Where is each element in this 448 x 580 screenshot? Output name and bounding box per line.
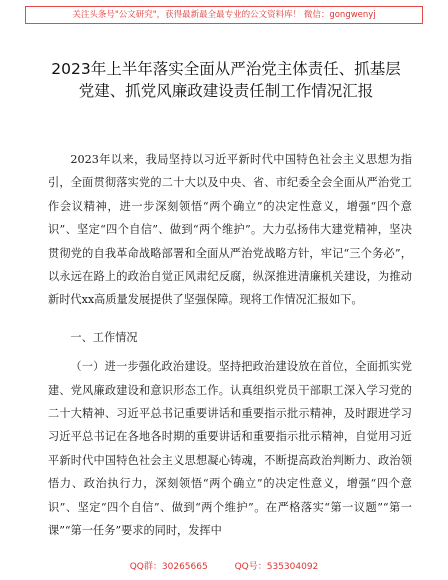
header-banner: 关注头条号"公文研究"，获得最新最全最专业的公文资料库！ 微信：gongwenyj — [25, 6, 423, 24]
intro-paragraph: 2023年以来，我局坚持以习近平新时代中国特色社会主义思想为指引，全面贯彻落实党的二十大以及中央、省、市纪委全会全面从严治党工作会议精神，进一步深刻领悟“两个确立”的决定性意义，增强“四个意识”、坚定“四个自信”、做到“两个维护”。大力弘扬伟大建党精神，坚决贯彻党的自我革命战略部署和全面从严治党战略方针，牢记“三个务必”，以永远在路上的政治自觉正风肃纪反腐，纵深推进清廉机关建设，为推动新时代xx高质量发展提供了坚强保障。现将工作情况汇报如下。 — [48, 153, 412, 307]
section-paragraph: （一）进一步强化政治建设。坚持把政治建设放在首位，全面抓实党建、党风廉政建设和意识形态工作。认真组织党员干部职工深入学习党的二十大精神、习近平总书记重要讲话和重要指示批示精神，及时跟进学习习近平总书记在各地各时期的重要讲话和重要指示批示精神，自觉用习近平新时代中国特色社会主义思想凝心铸魂，不断提高政治判断力、政治领悟力、政治执行力，深刻领悟“两个确立”的决定性意义，增强“四个意识”、坚定“四个自信”、做到“两个维护”。在严格落实“第一议题”“第一课”“第一任务”要求的同时，发挥中 — [48, 360, 412, 538]
document-body — [48, 148, 412, 543]
footer — [0, 559, 448, 572]
section-heading: 一、工作情况 — [70, 330, 138, 344]
document-title: 2023年上半年落实全面从严治党主体责任、抓基层党建、抓党风廉政建设责任制工作情况汇报 — [51, 60, 401, 100]
footer-qq-group-1: QQ群：30265665 — [129, 562, 208, 572]
footer-qq-group-2: QQ号：535304092 — [234, 562, 319, 572]
